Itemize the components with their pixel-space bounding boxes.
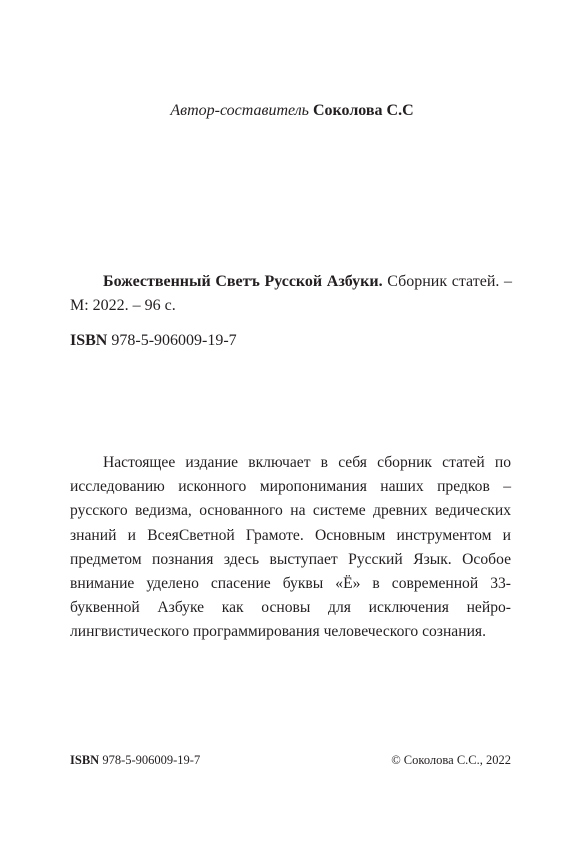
footer-isbn-label: ISBN [70,753,100,767]
isbn-label: ISBN [70,332,108,349]
bibliographic-record [70,270,512,353]
copyright-notice: © Соколова С.С., 2022 [391,753,511,767]
page-footer [70,752,511,768]
publication-details: Сборник статей. – М: 2022. – 96 с. [70,273,512,314]
footer-isbn-number: 978-5-906009-19-7 [102,753,201,767]
bibliographic-description [70,270,512,318]
author-line [0,101,584,121]
book-title: Божественный Светъ Русской Азбуки. [103,273,383,290]
isbn-line [70,329,512,353]
isbn-number: 978-5-906009-19-7 [111,332,237,349]
author-role: Автор-составитель [170,102,309,119]
author-name: Соколова С.С [312,102,414,119]
footer-isbn [70,752,200,768]
annotation-paragraph: Настоящее издание включает в себя сборник статей по исследованию исконного миропонимания наших предков – русского ведизма, основанного на системе древних ведических знаний и ВсеяСветной Грамоте. Основным инструментом и предметом познания здесь выступает Русский Язык. Особое внимание уделено спасение буквы «Ё» в современной 33-буквенной Азбуке как основы для исключения нейро-лингвистического программирования человеческого сознания. [70,454,511,641]
